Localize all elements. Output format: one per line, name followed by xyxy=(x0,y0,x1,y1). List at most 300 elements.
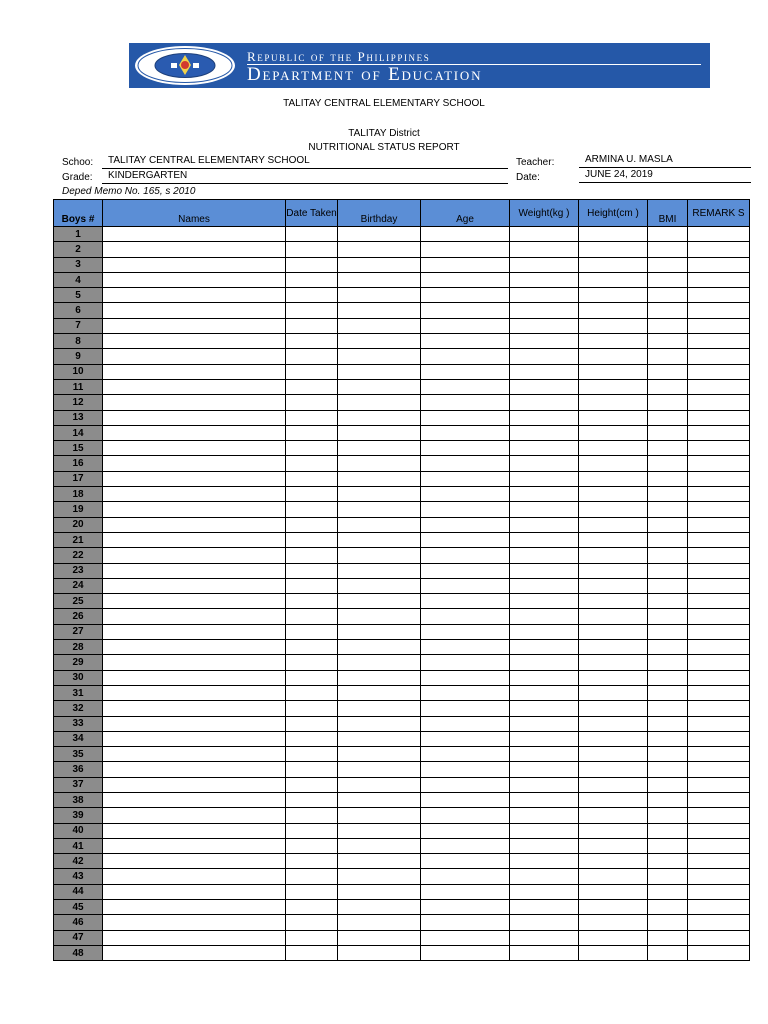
table-cell[interactable] xyxy=(286,838,338,853)
table-cell[interactable] xyxy=(648,548,688,563)
table-cell[interactable] xyxy=(338,410,421,425)
table-cell[interactable] xyxy=(688,884,750,899)
table-cell[interactable] xyxy=(286,731,338,746)
table-cell[interactable] xyxy=(338,364,421,379)
table-cell[interactable] xyxy=(286,395,338,410)
table-cell[interactable] xyxy=(688,945,750,960)
table-cell[interactable] xyxy=(421,425,510,440)
table-cell[interactable] xyxy=(103,471,286,486)
table-cell[interactable] xyxy=(688,548,750,563)
table-cell[interactable] xyxy=(510,517,579,532)
table-cell[interactable] xyxy=(648,242,688,257)
table-cell[interactable] xyxy=(648,517,688,532)
table-cell[interactable] xyxy=(338,900,421,915)
table-cell[interactable] xyxy=(648,441,688,456)
table-cell[interactable] xyxy=(648,685,688,700)
table-cell[interactable] xyxy=(286,869,338,884)
table-cell[interactable] xyxy=(579,884,648,899)
table-cell[interactable] xyxy=(286,456,338,471)
table-cell[interactable] xyxy=(421,884,510,899)
table-cell[interactable] xyxy=(579,410,648,425)
table-cell[interactable] xyxy=(510,563,579,578)
table-cell[interactable] xyxy=(286,762,338,777)
table-cell[interactable] xyxy=(286,563,338,578)
table-cell[interactable] xyxy=(103,272,286,287)
table-cell[interactable] xyxy=(103,517,286,532)
table-cell[interactable] xyxy=(421,640,510,655)
table-cell[interactable] xyxy=(338,303,421,318)
table-cell[interactable] xyxy=(648,349,688,364)
table-cell[interactable] xyxy=(421,395,510,410)
table-cell[interactable] xyxy=(510,731,579,746)
table-cell[interactable] xyxy=(510,578,579,593)
table-cell[interactable] xyxy=(421,257,510,272)
table-cell[interactable] xyxy=(688,823,750,838)
table-cell[interactable] xyxy=(510,242,579,257)
table-cell[interactable] xyxy=(579,670,648,685)
table-cell[interactable] xyxy=(648,747,688,762)
table-cell[interactable] xyxy=(510,884,579,899)
table-cell[interactable] xyxy=(579,869,648,884)
table-cell[interactable] xyxy=(421,379,510,394)
table-cell[interactable] xyxy=(510,670,579,685)
table-cell[interactable] xyxy=(286,578,338,593)
table-cell[interactable] xyxy=(648,456,688,471)
table-cell[interactable] xyxy=(510,303,579,318)
table-cell[interactable] xyxy=(286,532,338,547)
table-cell[interactable] xyxy=(510,655,579,670)
table-cell[interactable] xyxy=(103,930,286,945)
table-cell[interactable] xyxy=(286,227,338,242)
table-cell[interactable] xyxy=(579,303,648,318)
table-cell[interactable] xyxy=(338,395,421,410)
table-cell[interactable] xyxy=(421,532,510,547)
table-cell[interactable] xyxy=(103,884,286,899)
table-cell[interactable] xyxy=(688,640,750,655)
table-cell[interactable] xyxy=(421,838,510,853)
table-cell[interactable] xyxy=(421,517,510,532)
table-cell[interactable] xyxy=(688,731,750,746)
table-cell[interactable] xyxy=(338,701,421,716)
table-cell[interactable] xyxy=(648,854,688,869)
table-cell[interactable] xyxy=(421,655,510,670)
table-cell[interactable] xyxy=(421,716,510,731)
table-cell[interactable] xyxy=(579,395,648,410)
table-cell[interactable] xyxy=(421,334,510,349)
table-cell[interactable] xyxy=(103,777,286,792)
table-cell[interactable] xyxy=(688,762,750,777)
table-cell[interactable] xyxy=(338,563,421,578)
table-cell[interactable] xyxy=(510,257,579,272)
table-cell[interactable] xyxy=(579,594,648,609)
table-cell[interactable] xyxy=(286,716,338,731)
table-cell[interactable] xyxy=(286,747,338,762)
table-cell[interactable] xyxy=(510,701,579,716)
table-cell[interactable] xyxy=(579,685,648,700)
table-cell[interactable] xyxy=(688,685,750,700)
table-cell[interactable] xyxy=(648,487,688,502)
table-cell[interactable] xyxy=(338,762,421,777)
table-cell[interactable] xyxy=(421,303,510,318)
table-cell[interactable] xyxy=(103,456,286,471)
table-cell[interactable] xyxy=(688,242,750,257)
table-cell[interactable] xyxy=(286,792,338,807)
table-cell[interactable] xyxy=(688,716,750,731)
table-cell[interactable] xyxy=(510,288,579,303)
table-cell[interactable] xyxy=(286,471,338,486)
table-cell[interactable] xyxy=(421,747,510,762)
table-cell[interactable] xyxy=(103,594,286,609)
table-cell[interactable] xyxy=(579,318,648,333)
table-cell[interactable] xyxy=(338,838,421,853)
table-cell[interactable] xyxy=(648,900,688,915)
table-cell[interactable] xyxy=(579,792,648,807)
table-cell[interactable] xyxy=(338,425,421,440)
table-cell[interactable] xyxy=(103,532,286,547)
table-cell[interactable] xyxy=(688,777,750,792)
table-cell[interactable] xyxy=(579,609,648,624)
table-cell[interactable] xyxy=(688,808,750,823)
table-cell[interactable] xyxy=(688,318,750,333)
table-cell[interactable] xyxy=(510,395,579,410)
table-cell[interactable] xyxy=(510,410,579,425)
table-cell[interactable] xyxy=(579,640,648,655)
table-cell[interactable] xyxy=(510,594,579,609)
table-cell[interactable] xyxy=(103,334,286,349)
table-cell[interactable] xyxy=(338,777,421,792)
table-cell[interactable] xyxy=(338,624,421,639)
table-cell[interactable] xyxy=(688,624,750,639)
table-cell[interactable] xyxy=(103,701,286,716)
table-cell[interactable] xyxy=(103,242,286,257)
table-cell[interactable] xyxy=(338,854,421,869)
table-cell[interactable] xyxy=(648,395,688,410)
table-cell[interactable] xyxy=(103,609,286,624)
table-cell[interactable] xyxy=(510,930,579,945)
table-cell[interactable] xyxy=(338,640,421,655)
table-cell[interactable] xyxy=(338,349,421,364)
table-cell[interactable] xyxy=(579,823,648,838)
table-cell[interactable] xyxy=(510,685,579,700)
table-cell[interactable] xyxy=(510,808,579,823)
table-cell[interactable] xyxy=(286,441,338,456)
table-cell[interactable] xyxy=(421,609,510,624)
table-cell[interactable] xyxy=(338,685,421,700)
table-cell[interactable] xyxy=(421,808,510,823)
table-cell[interactable] xyxy=(510,716,579,731)
table-cell[interactable] xyxy=(103,288,286,303)
table-cell[interactable] xyxy=(648,792,688,807)
table-cell[interactable] xyxy=(103,624,286,639)
table-cell[interactable] xyxy=(421,701,510,716)
table-cell[interactable] xyxy=(103,563,286,578)
table-cell[interactable] xyxy=(338,716,421,731)
table-cell[interactable] xyxy=(286,609,338,624)
table-cell[interactable] xyxy=(421,624,510,639)
table-cell[interactable] xyxy=(286,425,338,440)
table-cell[interactable] xyxy=(579,441,648,456)
table-cell[interactable] xyxy=(421,410,510,425)
table-cell[interactable] xyxy=(510,441,579,456)
table-cell[interactable] xyxy=(579,701,648,716)
table-cell[interactable] xyxy=(103,578,286,593)
table-cell[interactable] xyxy=(103,379,286,394)
table-cell[interactable] xyxy=(579,716,648,731)
table-cell[interactable] xyxy=(510,640,579,655)
table-cell[interactable] xyxy=(579,456,648,471)
table-cell[interactable] xyxy=(338,655,421,670)
table-cell[interactable] xyxy=(648,655,688,670)
table-cell[interactable] xyxy=(648,532,688,547)
table-cell[interactable] xyxy=(103,731,286,746)
table-cell[interactable] xyxy=(338,747,421,762)
table-cell[interactable] xyxy=(286,808,338,823)
table-cell[interactable] xyxy=(421,930,510,945)
table-cell[interactable] xyxy=(579,762,648,777)
table-cell[interactable] xyxy=(510,915,579,930)
table-cell[interactable] xyxy=(648,303,688,318)
table-cell[interactable] xyxy=(510,747,579,762)
table-cell[interactable] xyxy=(688,334,750,349)
table-cell[interactable] xyxy=(286,594,338,609)
table-cell[interactable] xyxy=(338,288,421,303)
table-cell[interactable] xyxy=(579,379,648,394)
table-cell[interactable] xyxy=(421,945,510,960)
table-cell[interactable] xyxy=(579,257,648,272)
table-cell[interactable] xyxy=(338,884,421,899)
table-cell[interactable] xyxy=(421,242,510,257)
table-cell[interactable] xyxy=(421,823,510,838)
table-cell[interactable] xyxy=(648,777,688,792)
table-cell[interactable] xyxy=(510,425,579,440)
table-cell[interactable] xyxy=(421,670,510,685)
table-cell[interactable] xyxy=(648,594,688,609)
table-cell[interactable] xyxy=(421,762,510,777)
table-cell[interactable] xyxy=(286,915,338,930)
table-cell[interactable] xyxy=(510,838,579,853)
table-cell[interactable] xyxy=(103,410,286,425)
table-cell[interactable] xyxy=(648,272,688,287)
table-cell[interactable] xyxy=(421,792,510,807)
table-cell[interactable] xyxy=(421,854,510,869)
table-cell[interactable] xyxy=(103,227,286,242)
table-cell[interactable] xyxy=(688,670,750,685)
table-cell[interactable] xyxy=(103,487,286,502)
table-cell[interactable] xyxy=(286,945,338,960)
table-cell[interactable] xyxy=(688,854,750,869)
table-cell[interactable] xyxy=(648,838,688,853)
table-cell[interactable] xyxy=(421,563,510,578)
table-cell[interactable] xyxy=(648,471,688,486)
table-cell[interactable] xyxy=(579,334,648,349)
table-cell[interactable] xyxy=(648,731,688,746)
table-cell[interactable] xyxy=(103,854,286,869)
table-cell[interactable] xyxy=(688,609,750,624)
table-cell[interactable] xyxy=(286,318,338,333)
table-cell[interactable] xyxy=(510,456,579,471)
table-cell[interactable] xyxy=(648,563,688,578)
table-cell[interactable] xyxy=(103,670,286,685)
table-cell[interactable] xyxy=(688,502,750,517)
table-cell[interactable] xyxy=(103,395,286,410)
table-cell[interactable] xyxy=(688,792,750,807)
table-cell[interactable] xyxy=(286,272,338,287)
table-cell[interactable] xyxy=(103,318,286,333)
table-cell[interactable] xyxy=(579,425,648,440)
table-cell[interactable] xyxy=(510,227,579,242)
table-cell[interactable] xyxy=(579,930,648,945)
table-cell[interactable] xyxy=(579,854,648,869)
table-cell[interactable] xyxy=(688,578,750,593)
table-cell[interactable] xyxy=(648,502,688,517)
table-cell[interactable] xyxy=(579,227,648,242)
table-cell[interactable] xyxy=(648,379,688,394)
table-cell[interactable] xyxy=(510,272,579,287)
table-cell[interactable] xyxy=(338,808,421,823)
table-cell[interactable] xyxy=(421,318,510,333)
table-cell[interactable] xyxy=(286,900,338,915)
table-cell[interactable] xyxy=(286,410,338,425)
table-cell[interactable] xyxy=(648,609,688,624)
table-cell[interactable] xyxy=(579,777,648,792)
table-cell[interactable] xyxy=(579,272,648,287)
table-cell[interactable] xyxy=(510,823,579,838)
table-cell[interactable] xyxy=(421,349,510,364)
table-cell[interactable] xyxy=(103,869,286,884)
table-cell[interactable] xyxy=(648,930,688,945)
table-cell[interactable] xyxy=(648,716,688,731)
table-cell[interactable] xyxy=(103,900,286,915)
table-cell[interactable] xyxy=(338,502,421,517)
table-cell[interactable] xyxy=(103,655,286,670)
table-cell[interactable] xyxy=(286,640,338,655)
table-cell[interactable] xyxy=(286,502,338,517)
table-cell[interactable] xyxy=(103,640,286,655)
table-cell[interactable] xyxy=(103,548,286,563)
table-cell[interactable] xyxy=(338,379,421,394)
table-cell[interactable] xyxy=(286,334,338,349)
table-cell[interactable] xyxy=(648,869,688,884)
table-cell[interactable] xyxy=(510,349,579,364)
table-cell[interactable] xyxy=(338,257,421,272)
table-cell[interactable] xyxy=(338,869,421,884)
table-cell[interactable] xyxy=(579,747,648,762)
table-cell[interactable] xyxy=(579,487,648,502)
table-cell[interactable] xyxy=(421,487,510,502)
table-cell[interactable] xyxy=(648,227,688,242)
table-cell[interactable] xyxy=(510,609,579,624)
table-cell[interactable] xyxy=(286,548,338,563)
table-cell[interactable] xyxy=(579,945,648,960)
table-cell[interactable] xyxy=(286,349,338,364)
table-cell[interactable] xyxy=(579,517,648,532)
table-cell[interactable] xyxy=(338,823,421,838)
table-cell[interactable] xyxy=(648,624,688,639)
table-cell[interactable] xyxy=(579,578,648,593)
table-cell[interactable] xyxy=(286,517,338,532)
table-cell[interactable] xyxy=(103,716,286,731)
table-cell[interactable] xyxy=(421,777,510,792)
table-cell[interactable] xyxy=(103,441,286,456)
table-cell[interactable] xyxy=(579,349,648,364)
table-cell[interactable] xyxy=(421,288,510,303)
table-cell[interactable] xyxy=(688,272,750,287)
table-cell[interactable] xyxy=(579,731,648,746)
table-cell[interactable] xyxy=(688,303,750,318)
table-cell[interactable] xyxy=(648,762,688,777)
table-cell[interactable] xyxy=(688,930,750,945)
table-cell[interactable] xyxy=(648,945,688,960)
table-cell[interactable] xyxy=(338,548,421,563)
table-cell[interactable] xyxy=(648,334,688,349)
table-cell[interactable] xyxy=(579,915,648,930)
table-cell[interactable] xyxy=(688,364,750,379)
table-cell[interactable] xyxy=(338,578,421,593)
table-cell[interactable] xyxy=(648,701,688,716)
table-cell[interactable] xyxy=(648,318,688,333)
table-cell[interactable] xyxy=(338,532,421,547)
table-cell[interactable] xyxy=(688,900,750,915)
table-cell[interactable] xyxy=(579,838,648,853)
table-cell[interactable] xyxy=(286,823,338,838)
table-cell[interactable] xyxy=(421,456,510,471)
table-cell[interactable] xyxy=(103,823,286,838)
table-cell[interactable] xyxy=(338,517,421,532)
table-cell[interactable] xyxy=(338,242,421,257)
table-cell[interactable] xyxy=(688,487,750,502)
table-cell[interactable] xyxy=(648,823,688,838)
table-cell[interactable] xyxy=(338,609,421,624)
table-cell[interactable] xyxy=(510,762,579,777)
table-cell[interactable] xyxy=(421,731,510,746)
table-cell[interactable] xyxy=(579,900,648,915)
table-cell[interactable] xyxy=(579,808,648,823)
table-cell[interactable] xyxy=(286,288,338,303)
table-cell[interactable] xyxy=(510,777,579,792)
table-cell[interactable] xyxy=(338,731,421,746)
table-cell[interactable] xyxy=(688,869,750,884)
table-cell[interactable] xyxy=(421,272,510,287)
table-cell[interactable] xyxy=(510,869,579,884)
table-cell[interactable] xyxy=(510,548,579,563)
table-cell[interactable] xyxy=(286,884,338,899)
table-cell[interactable] xyxy=(338,594,421,609)
table-cell[interactable] xyxy=(688,838,750,853)
table-cell[interactable] xyxy=(421,502,510,517)
table-cell[interactable] xyxy=(510,471,579,486)
table-cell[interactable] xyxy=(688,471,750,486)
table-cell[interactable] xyxy=(688,425,750,440)
table-cell[interactable] xyxy=(338,441,421,456)
table-cell[interactable] xyxy=(510,379,579,394)
table-cell[interactable] xyxy=(648,425,688,440)
table-cell[interactable] xyxy=(103,915,286,930)
table-cell[interactable] xyxy=(510,318,579,333)
table-cell[interactable] xyxy=(286,930,338,945)
table-cell[interactable] xyxy=(579,288,648,303)
table-cell[interactable] xyxy=(103,838,286,853)
table-cell[interactable] xyxy=(103,685,286,700)
table-cell[interactable] xyxy=(286,257,338,272)
table-cell[interactable] xyxy=(579,532,648,547)
table-cell[interactable] xyxy=(510,900,579,915)
table-cell[interactable] xyxy=(103,303,286,318)
table-cell[interactable] xyxy=(510,945,579,960)
table-cell[interactable] xyxy=(688,701,750,716)
table-cell[interactable] xyxy=(338,318,421,333)
table-cell[interactable] xyxy=(579,471,648,486)
table-cell[interactable] xyxy=(648,578,688,593)
